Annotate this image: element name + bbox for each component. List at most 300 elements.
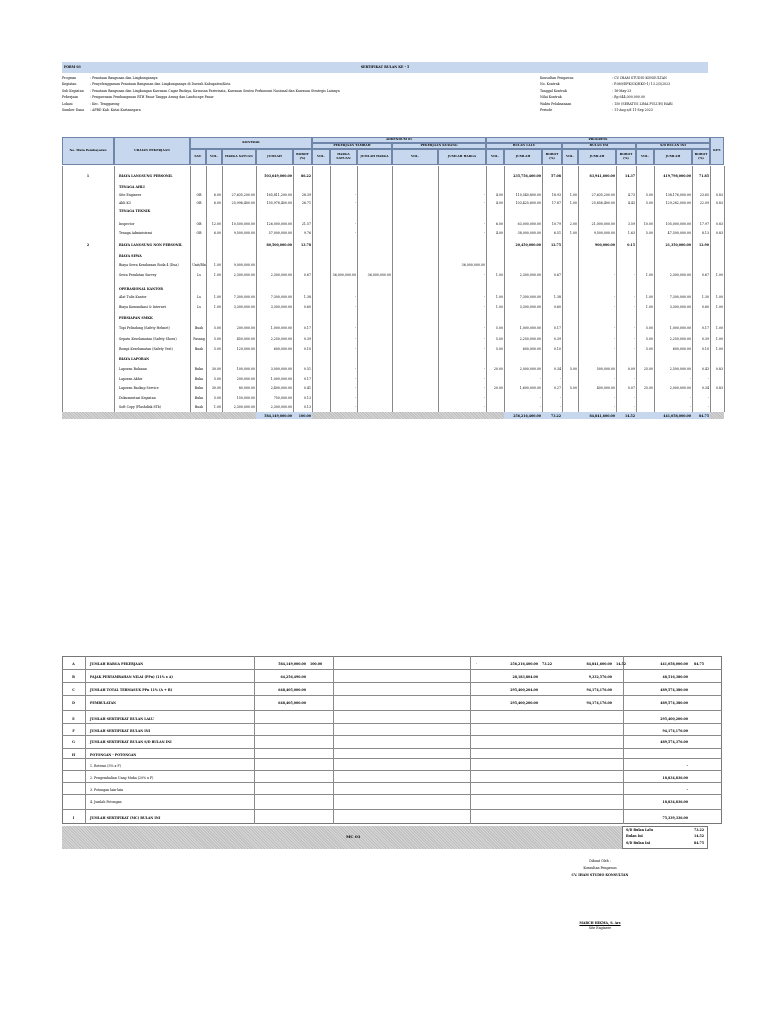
bulan-ini-header: BULAN INI [562, 143, 636, 149]
table-cell: 12.75 [551, 243, 561, 247]
table-cell: - [483, 273, 485, 277]
row-description: Biaya Sewa Kendaraan Roda 4 (Dua) [119, 263, 179, 267]
table-cell: 1.38 [303, 295, 311, 299]
table-cell: 500,000.00 [596, 367, 615, 371]
summary-sd: 48,516,380.00 [662, 675, 688, 679]
table-cell: 6.00 [213, 231, 221, 235]
table-cell: 0.60 [701, 305, 709, 309]
table-cell: 5.00 [645, 326, 653, 330]
table-cell: 20,450,000.00 [515, 243, 541, 247]
summary-sd: 441,058,000.00 [660, 662, 688, 666]
table-cell: 103,425,600.00 [515, 201, 541, 205]
table-cell: - [613, 377, 615, 381]
table-cell: 0.83 [715, 222, 723, 226]
summary-label: JUMLAH SERTIFIKAT (MC) BULAN INI [90, 816, 161, 820]
total-cell: 84,841,600.00 [589, 414, 615, 418]
table-cell: 21,350,000.00 [665, 243, 691, 247]
summary-bulan-ini: 84,841,600.00 [586, 662, 612, 666]
table-cell: 2,300,000.00 [669, 273, 691, 277]
table-cell: - [707, 377, 709, 381]
table-cell: - [354, 386, 356, 390]
summary-code: G [72, 740, 75, 744]
total-cell: 584,149,000.00 [264, 414, 292, 418]
table-cell: 25,996,400.00 [231, 201, 255, 205]
table-cell: - [483, 347, 485, 351]
column-line [62, 166, 63, 412]
form-code: FORM 03 [64, 65, 81, 69]
table-cell: 6.51 [553, 231, 561, 235]
table-cell: 6.00 [213, 193, 221, 197]
table-cell: 17.97 [699, 222, 709, 226]
table-cell: - [354, 305, 356, 309]
table-cell: 80,000.00 [238, 386, 255, 390]
summary-sd-bobot: 84.75 [694, 662, 704, 666]
table-cell: - [689, 396, 691, 400]
table-cell: 22.09 [699, 201, 709, 205]
table-cell: 25.00 [643, 367, 653, 371]
summary-column-line [254, 656, 255, 824]
table-cell: 63,000,000.00 [517, 222, 541, 226]
table-cell: 38,000,000.00 [517, 231, 541, 235]
row-description: Laporan Bulanan [119, 367, 147, 371]
table-cell: 1.00 [213, 263, 221, 267]
info-left-label: Lokasi [62, 101, 73, 106]
table-cell: 150,000.00 [236, 396, 255, 400]
table-cell: 5.00 [645, 337, 653, 341]
table-cell: - [613, 305, 615, 309]
table-cell: 5.00 [495, 326, 503, 330]
summary-label: PEMBULATAN [90, 701, 116, 705]
sign-line-2: Konsultan Pengawas [583, 866, 617, 870]
table-cell: 2.00 [569, 222, 577, 226]
summary-bulan-lalu: 28,183,804.00 [512, 675, 538, 679]
summary-column-line [85, 656, 86, 824]
table-cell: 1.30 [701, 295, 709, 299]
table-cell: 7,300,000.00 [669, 295, 691, 299]
summary-column-line [623, 656, 624, 824]
row-description: BIAYA LANGSUNG NON PERSONIL [119, 243, 183, 247]
summary-bulan-ini: 94,174,176.00 [586, 688, 612, 692]
table-cell: - [559, 396, 561, 400]
summary-kontrak: 64,256,490.00 [280, 675, 306, 679]
table-cell: 0.67 [553, 273, 561, 277]
row-description: TENAGA AHLI [119, 185, 145, 189]
table-cell: 2,300,000.00 [270, 273, 292, 277]
sign-name: MARCH HIKMA, S. Ars [579, 921, 621, 925]
table-cell: 1.00 [645, 273, 653, 277]
table-cell: 13.78 [301, 243, 311, 247]
table-cell: Pasang [193, 337, 205, 341]
table-cell: 9.76 [303, 231, 311, 235]
table-cell: - [559, 377, 561, 381]
table-cell: - [633, 347, 635, 351]
table-cell: 21.57 [301, 222, 311, 226]
summary-kontrak-bobot: 100.00 [310, 662, 323, 666]
table-cell: 1.00 [213, 295, 221, 299]
table-cell: - [354, 347, 356, 351]
table-cell: 0.13 [303, 405, 311, 409]
table-cell: Buku [194, 386, 204, 390]
table-cell: - [613, 273, 615, 277]
table-cell: 8.13 [701, 231, 709, 235]
subheader-kv: VOL. [392, 149, 438, 165]
column-line [357, 166, 358, 412]
table-cell: 600,000.00 [273, 347, 292, 351]
mc-band [62, 826, 622, 849]
table-cell: - [483, 377, 485, 381]
table-cell: - [633, 305, 635, 309]
info-left-label: Kegiatan [62, 82, 77, 87]
info-right-label: Tanggal Kontrak [540, 88, 567, 93]
table-cell: 17.87 [551, 201, 561, 205]
table-cell: 9,500,000.00 [233, 231, 255, 235]
table-cell: 0.09 [627, 367, 635, 371]
total-cell: 14.52 [625, 414, 635, 418]
table-cell: 3,000,000.00 [270, 367, 292, 371]
table-cell: 600,000.00 [672, 347, 691, 351]
summary-column-line [333, 656, 334, 824]
summary-label: 1. Retensi (5% x F) [90, 764, 121, 768]
table-cell: 1.00 [645, 305, 653, 309]
row-description: Inspector [119, 222, 135, 226]
summary-label: 4. Jumlah Potongan [90, 800, 122, 804]
table-cell: Buah [194, 326, 204, 330]
summary-code: D [72, 701, 75, 705]
table-cell: 0.13 [303, 396, 311, 400]
table-cell: 0.67 [303, 273, 311, 277]
table-cell: 0.43 [701, 367, 709, 371]
table-cell: Ls [197, 295, 201, 299]
page-title: SERTIFIKAT BULAN KE - 5 [360, 65, 410, 69]
info-right-label: Konsultan Pengawas [540, 76, 574, 80]
table-cell: 5.00 [645, 201, 653, 205]
table-cell: 2,300,000.00 [233, 405, 255, 409]
table-cell: 80,500,000.00 [266, 243, 292, 247]
table-cell: 30.00 [211, 367, 221, 371]
mc-stat-label: Bulan Ini [626, 834, 643, 839]
table-cell: 1.00 [213, 273, 221, 277]
table-cell: 5.00 [495, 347, 503, 351]
table-cell: Ls [197, 305, 201, 309]
table-cell: 0.83 [715, 386, 723, 390]
progress-header: PROGRESS [486, 137, 710, 143]
table-cell: 0.10 [553, 347, 561, 351]
summary-kontrak: 584,149,000.00 [278, 662, 306, 666]
table-cell: 23.65 [699, 193, 709, 197]
table-cell: - [354, 367, 356, 371]
info-right-label: No. Kontrak [540, 82, 560, 87]
kerja-kurang-header: PEKERJAAN KURANG [392, 143, 486, 149]
table-cell: - [483, 405, 485, 409]
table-cell: 750,000.00 [273, 396, 292, 400]
table-cell: 400,000.00 [596, 386, 615, 390]
row-description: Alat Tulis Kantor [119, 295, 147, 299]
table-cell: 6.00 [495, 222, 503, 226]
info-left-label: Pekerjaan [62, 95, 79, 100]
info-right-value: : CV. IHAM STUDIO KONSULTAN [612, 76, 667, 80]
table-cell: 1,000,000.00 [519, 326, 541, 330]
table-cell: 7,300,000.00 [519, 295, 541, 299]
table-cell: 1.00 [495, 305, 503, 309]
table-cell: Buku [194, 367, 204, 371]
table-cell: 4.73 [627, 193, 635, 197]
summary-code: C [72, 688, 75, 692]
row-description: BIAYA LANGSUNG PERSONIL [119, 174, 173, 178]
table-cell: - [483, 201, 485, 205]
summary-bulan-lalu: 295,400,204.00 [510, 688, 538, 692]
table-cell: 100,000.00 [236, 367, 255, 371]
table-cell: - [354, 337, 356, 341]
subheader-sdv: VOL. [636, 149, 654, 165]
table-cell: 0.83 [715, 193, 723, 197]
table-cell: 110,540,800.00 [515, 193, 541, 197]
row-description: BIAYA SEWA [119, 254, 142, 258]
table-cell: - [354, 193, 356, 197]
table-cell: 4.00 [495, 201, 503, 205]
summary-code: H [71, 753, 75, 757]
table-cell: 3.59 [627, 222, 635, 226]
mc-stat-label: S/D Bulan Ini [626, 840, 651, 845]
table-cell: - [483, 386, 485, 390]
subheader-tv: VOL. [312, 149, 330, 165]
row-number: 1 [86, 174, 90, 178]
table-cell: - [613, 326, 615, 330]
total-cell: 84.75 [699, 414, 709, 418]
table-cell: 71.85 [699, 174, 709, 178]
table-cell: 900,000.00 [595, 243, 615, 247]
table-cell: 20.00 [493, 386, 503, 390]
summary-bulan-lalu: 295,400,200.00 [510, 701, 538, 705]
table-cell: 9,000,000.00 [233, 263, 255, 267]
table-cell: 0.39 [553, 337, 561, 341]
row-description: Sewa Peralatan Survey [119, 273, 157, 277]
info-right-value: : P.069/DPK/CK/HKO-1/ 13.2/5/2023 [612, 82, 671, 87]
table-cell: - [354, 377, 356, 381]
summary-code: E [72, 717, 75, 721]
subheader-th: HARGA SATUAN [330, 149, 357, 165]
info-left-value: : APBD Kab. Kutai Kartanegara [90, 108, 141, 112]
row-description: Ahli K3 [119, 201, 131, 205]
row-description: Dokumentasi Kegiatan [119, 396, 156, 400]
table-cell: 4.00 [495, 193, 503, 197]
row-description: Tenaga Administrasi [119, 231, 153, 235]
subheader-jm: JUMLAH [256, 149, 293, 165]
table-cell: 2,000,000.00 [669, 386, 691, 390]
table-cell: 5.00 [569, 367, 577, 371]
subheader-biv: VOL. [562, 149, 578, 165]
subheader-blb: BOBOT (%) [542, 149, 562, 165]
table-cell: 30.00 [211, 386, 221, 390]
column-line [724, 166, 725, 412]
sign-role: Site Engineer [588, 926, 612, 930]
table-cell: Buku [194, 377, 204, 381]
summary-label: PAJAK PERTAMBAHAN NILAI (PPn) (11% x A) [90, 675, 173, 679]
table-cell: 1.38 [553, 295, 561, 299]
table-cell: - [483, 367, 485, 371]
row-number: 2 [86, 243, 90, 247]
table-cell: 12.00 [211, 222, 221, 226]
table-cell: 7,300,000.00 [233, 295, 255, 299]
kontrak-header: KONTRAK [190, 137, 312, 149]
table-cell: - [483, 295, 485, 299]
info-left-value: : Kec. Tenggarong [90, 101, 120, 106]
summary-sd: - [686, 764, 688, 768]
table-cell: - [354, 295, 356, 299]
table-cell: 10,500,000.00 [231, 222, 255, 226]
table-cell: 235,756,400.00 [513, 174, 541, 178]
table-cell: 1.00 [715, 295, 723, 299]
row-description: PERSIAPAN SMKK [119, 316, 153, 320]
info-right-value: : 16-May-23 [612, 88, 632, 93]
table-cell: - [633, 295, 635, 299]
table-cell: - [354, 231, 356, 235]
sign-company: CV. IHAM STUDIO KONSULTAN [571, 873, 629, 877]
table-cell: 3,300,000.00 [519, 305, 541, 309]
table-cell: 3,300,000.00 [669, 305, 691, 309]
summary-bulan-ini-bobot: 14.52 [616, 662, 626, 666]
info-right-label: Nilai Kontrak [540, 95, 562, 100]
summary-bulan-lalu-bobot: 73.22 [542, 662, 552, 666]
table-cell: 2,400,000.00 [270, 386, 292, 390]
table-cell: 3,300,000.00 [270, 305, 292, 309]
table-cell: 10.79 [551, 222, 561, 226]
table-cell: - [689, 377, 691, 381]
table-cell: - [539, 396, 541, 400]
table-cell: 0.34 [701, 386, 709, 390]
table-cell: - [633, 377, 635, 381]
table-cell: OB [196, 193, 202, 197]
table-cell: 14.37 [625, 174, 635, 178]
table-cell: 2,250,000.00 [519, 337, 541, 341]
mc-stat-value: 84.75 [694, 840, 704, 845]
table-cell: 10.00 [643, 222, 653, 226]
table-cell: 0.17 [303, 326, 311, 330]
table-cell: - [633, 405, 635, 409]
subheader-bij: JUMLAH [578, 149, 616, 165]
summary-bulan-ini: 94,174,176.00 [586, 701, 612, 705]
summary-kontrak: 648,405,000.00 [278, 701, 306, 705]
table-cell: - [633, 273, 635, 277]
summary-label: 2. Pengembalian Uang Muka (20% x F) [90, 776, 154, 780]
row-description: Biaya Komunikasi & Internet [119, 305, 166, 309]
table-cell: 0.17 [303, 377, 311, 381]
table-cell: 3,300,000.00 [233, 305, 255, 309]
table-cell: 1.00 [645, 295, 653, 299]
info-left-value: : Penataan Bangunan dan Lingkungannya [90, 76, 158, 80]
row-description: Laporan Akhir [119, 377, 143, 381]
table-cell: 126,000,000.00 [266, 222, 292, 226]
total-cell: 256,216,400.00 [513, 414, 541, 418]
table-cell: - [354, 222, 356, 226]
column-line [392, 166, 393, 412]
subheader-hs: HARGA SATUAN [222, 149, 256, 165]
row-description: Rompi Keselamatan (Safety Vest) [119, 347, 173, 351]
bulan-lalu-header: BULAN LALU [486, 143, 562, 149]
table-cell: - [633, 396, 635, 400]
table-cell: 0.39 [303, 337, 311, 341]
table-cell: 20.00 [493, 367, 503, 371]
table-cell: 5.00 [213, 396, 221, 400]
table-cell: 1.00 [715, 347, 723, 351]
table-cell: - [707, 396, 709, 400]
table-cell: 0.51 [303, 367, 311, 371]
table-cell: - [483, 337, 485, 341]
table-cell: 105,000,000.00 [665, 222, 691, 226]
table-cell: 4.00 [495, 231, 503, 235]
table-cell: 1.00 [569, 201, 577, 205]
mc-stat-value: 14.52 [694, 834, 704, 839]
table-cell: 1.00 [715, 326, 723, 330]
subheader-sdb: BOBOT (%) [692, 149, 710, 165]
table-cell: 1.00 [569, 231, 577, 235]
table-cell: - [483, 326, 485, 330]
table-cell: 27,635,200.00 [231, 193, 255, 197]
table-cell: 36,000,000.00 [367, 273, 391, 277]
summary-column-line [470, 656, 471, 824]
table-cell: 12.90 [699, 243, 709, 247]
table-cell: - [483, 193, 485, 197]
summary-label: JUMLAH TOTAL TERMASUK PPn 11% (A + B) [90, 688, 173, 692]
summary-code: A [72, 662, 75, 666]
table-cell: 0.07 [627, 386, 635, 390]
table-cell: 7,300,000.00 [270, 295, 292, 299]
table-cell: OB [196, 201, 202, 205]
info-left-value: : Penataan Bangunan dan Lingkungan Kawasan Cagar Budaya, Kawasan Pariwisata, Kawasan Sentra Perkonomi Nasional dan Kawasan Strategis Lainnya [90, 88, 340, 93]
row-description: Topi Pelindung (Safety Helmet) [119, 326, 170, 330]
info-right-label: Waktu Pelaksanaan [540, 101, 572, 106]
table-cell: 1.00 [213, 405, 221, 409]
table-cell: 419,798,000.00 [663, 174, 691, 178]
table-cell: 5.00 [645, 231, 653, 235]
summary-bulan-lalu: 256,216,400.00 [510, 662, 538, 666]
summary-label: POTONGAN - POTONGAN [90, 753, 137, 757]
summary-sd: - [686, 788, 688, 792]
col-no-header: No. Mata Pembayaran [62, 137, 114, 165]
table-cell: OB [196, 222, 202, 226]
summary-code: F [72, 729, 75, 733]
info-left-label: Sub Kegiatan [62, 88, 84, 93]
summary-code: B [72, 675, 75, 679]
table-cell: 86.22 [301, 174, 311, 178]
table-cell: 5.00 [645, 347, 653, 351]
table-cell: Unit/Bln [192, 263, 206, 267]
column-line [312, 166, 313, 412]
table-cell: 57,000,000.00 [268, 231, 292, 235]
table-cell: 26.71 [301, 201, 311, 205]
table-cell: - [559, 405, 561, 409]
subheader-tj: JUMLAH HARGA [357, 149, 392, 165]
mc-stat-label: S/D Bulan Lalu [626, 828, 653, 832]
table-cell: 2,000,000.00 [519, 367, 541, 371]
row-description: Soft Copy (Flashdisk 8Tb) [119, 405, 161, 409]
summary-sd: 18,834,836.00 [662, 776, 688, 780]
table-cell: 2,300,000.00 [519, 273, 541, 277]
info-right-value: : 11-Aug s/d 11-Sep 2023 [612, 108, 653, 112]
table-cell: - [613, 347, 615, 351]
table-cell: 83,941,600.00 [589, 174, 615, 178]
table-cell: 2,300,000.00 [270, 405, 292, 409]
mc-label: MC 01 [346, 834, 361, 839]
table-cell: 2,250,000.00 [270, 337, 292, 341]
table-cell: - [539, 377, 541, 381]
table-cell: 5.00 [213, 337, 221, 341]
table-cell: - [354, 201, 356, 205]
table-cell: 0.15 [627, 243, 635, 247]
table-cell: - [354, 396, 356, 400]
column-line [114, 166, 115, 412]
info-right-value: : 150 (SERATUS LIMA PULUH) HARI [612, 101, 673, 106]
table-cell: 47,500,000.00 [667, 231, 691, 235]
